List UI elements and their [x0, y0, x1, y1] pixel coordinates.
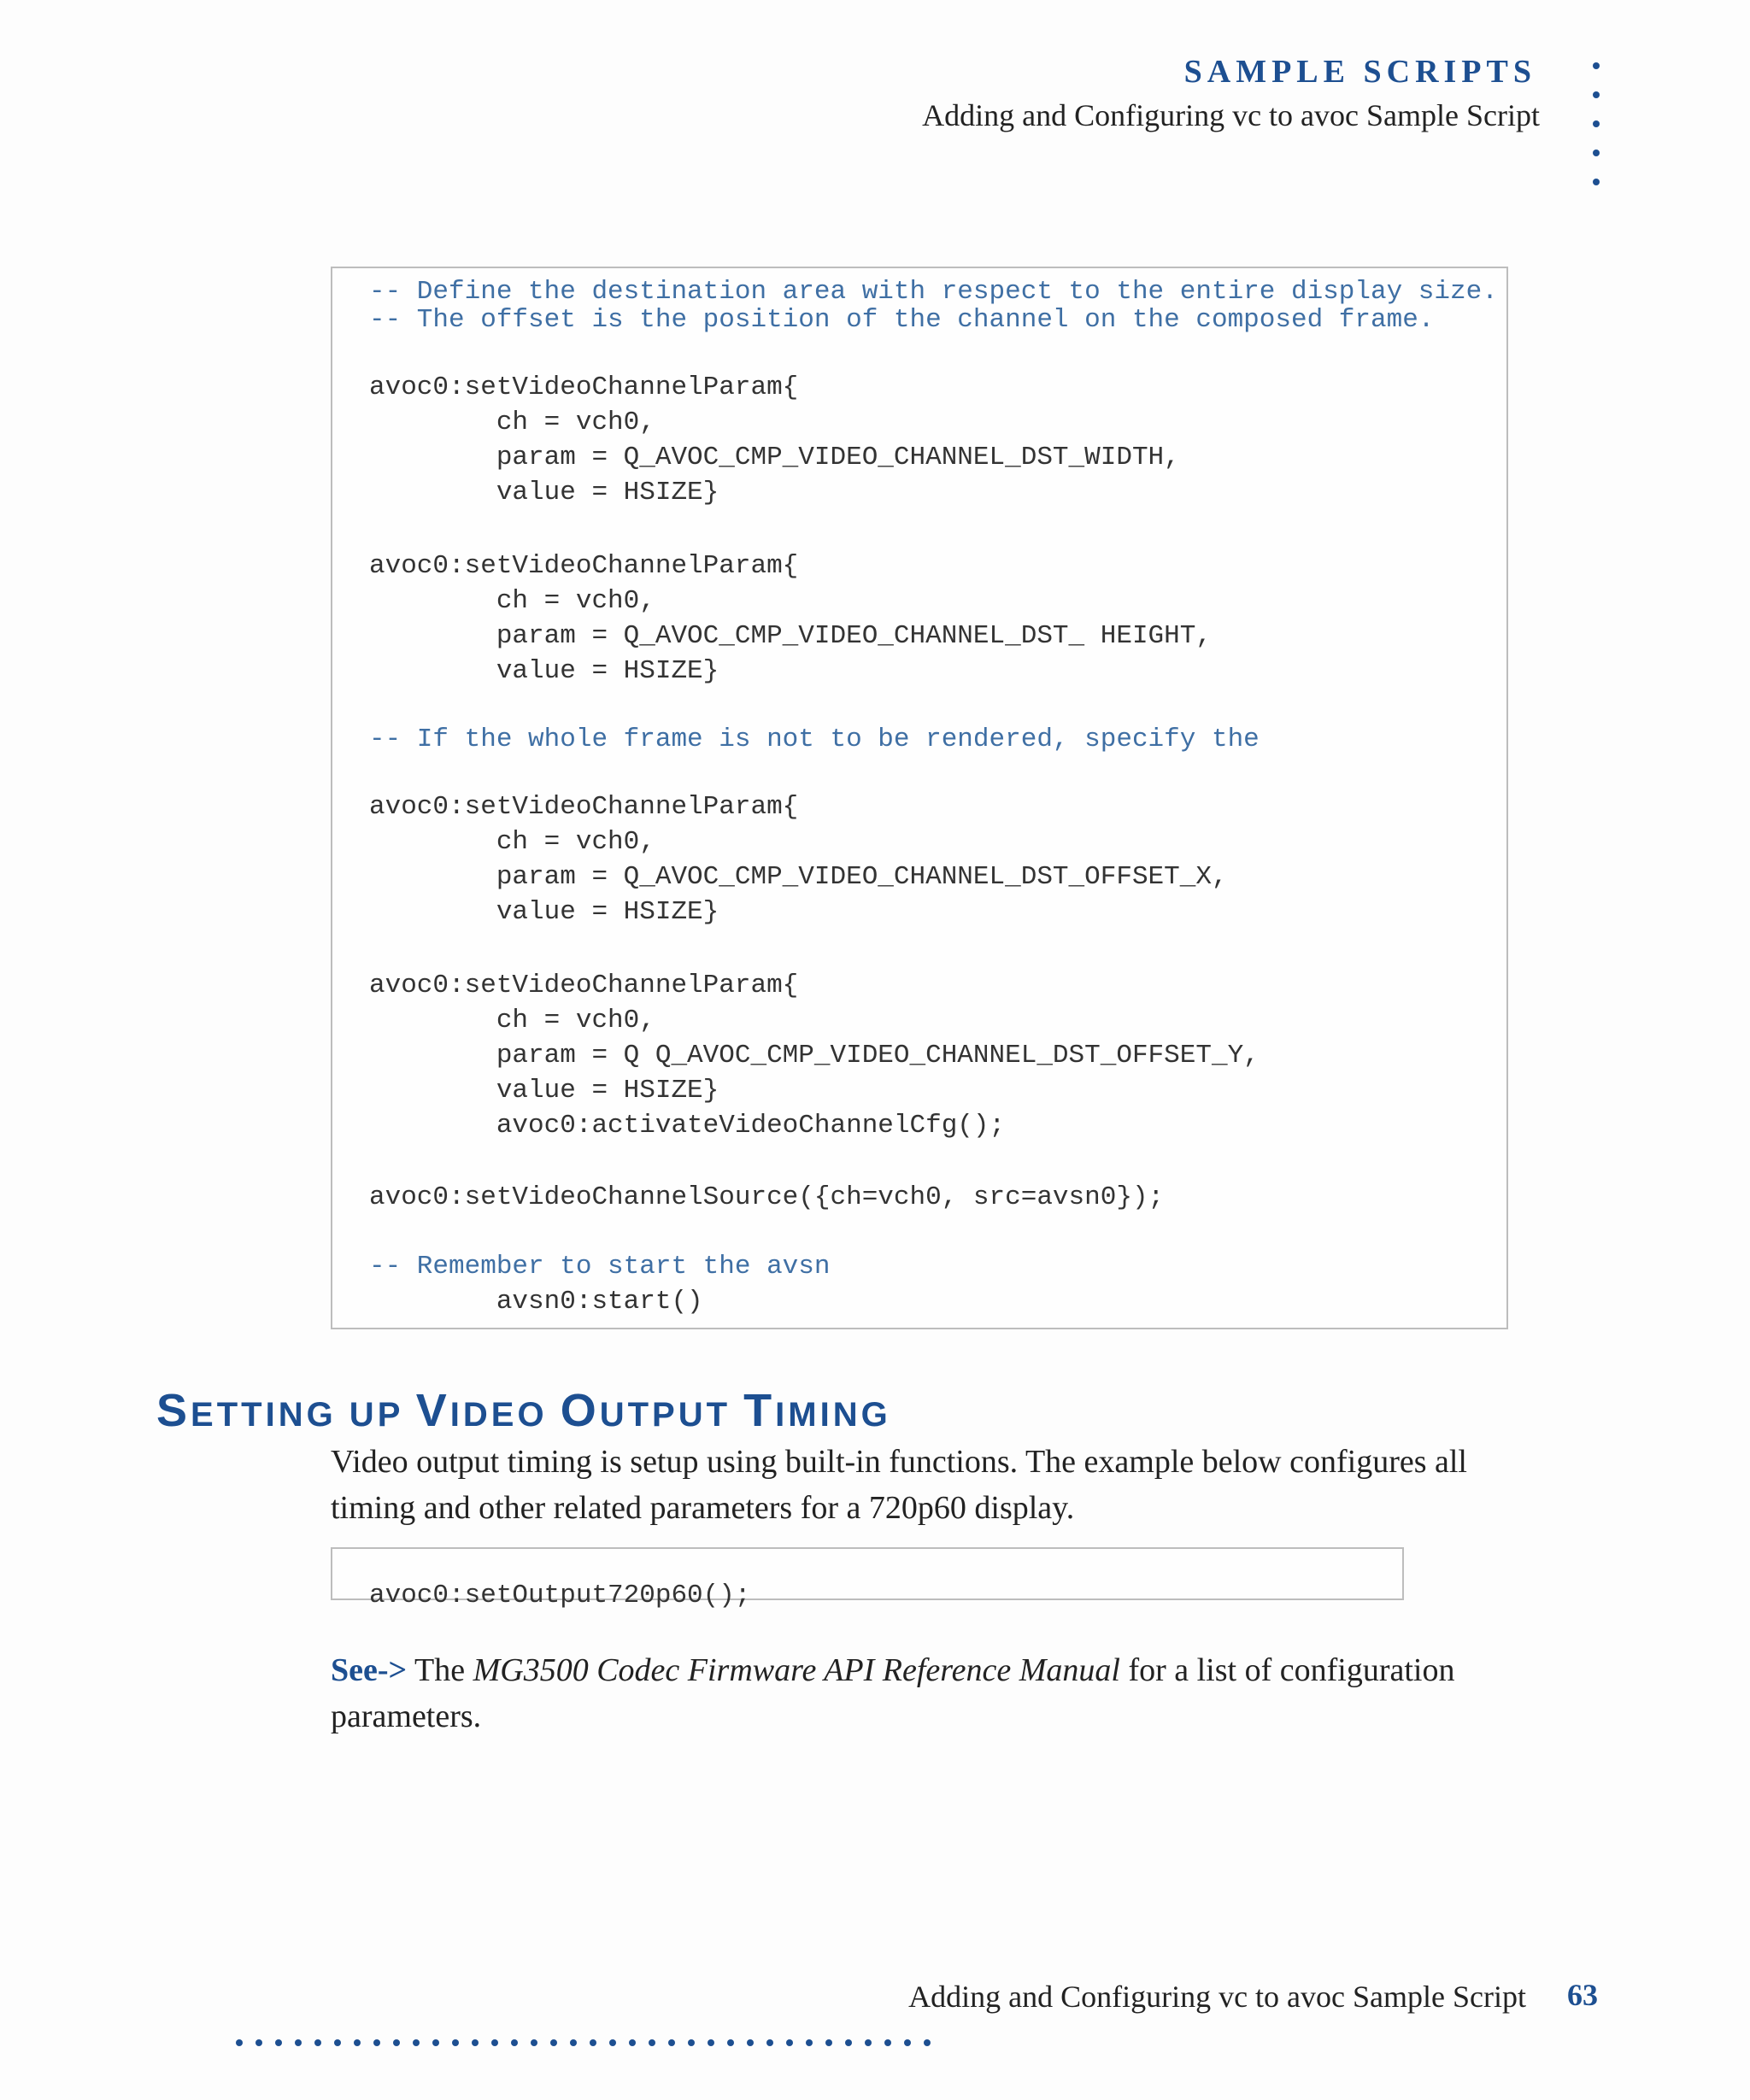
side-dot: [1593, 150, 1600, 156]
side-dot: [1593, 179, 1600, 185]
code-line: param = Q Q_AVOC_CMP_VIDEO_CHANNEL_DST_OFFSET_Y,: [369, 1041, 1260, 1071]
code-line: avoc0:setVideoChannelParam{: [369, 372, 799, 402]
bottom-dot: [708, 2039, 714, 2046]
bottom-dot: [570, 2039, 577, 2046]
bottom-dot: [432, 2039, 439, 2046]
code-line: value = HSIZE}: [369, 897, 719, 927]
bottom-dot: [511, 2039, 518, 2046]
code-line: avsn0:start(): [369, 1287, 703, 1317]
bottom-dot: [373, 2039, 380, 2046]
heading-cap: V: [415, 1385, 450, 1436]
bottom-dot: [452, 2039, 459, 2046]
see-text-after: for a list of configuration parameters.: [331, 1652, 1455, 1734]
heading-small: ETTING UP: [191, 1396, 416, 1434]
page-number: 63: [1567, 1978, 1598, 2012]
bottom-dot: [334, 2039, 341, 2046]
bottom-dot: [786, 2039, 793, 2046]
heading-cap: S: [156, 1385, 191, 1436]
code-line: param = Q_AVOC_CMP_VIDEO_CHANNEL_DST_WIDTH,: [369, 443, 1180, 472]
bottom-dot: [629, 2039, 636, 2046]
bottom-dot: [354, 2039, 361, 2046]
bottom-dot: [845, 2039, 852, 2046]
code-line: avoc0:setVideoChannelParam{: [369, 551, 799, 581]
code-line: -- Define the destination area with respect to the entire display size.: [369, 277, 1498, 307]
code-line: value = HSIZE}: [369, 478, 719, 507]
side-dot: [1593, 120, 1600, 127]
heading-small: IMING: [775, 1396, 891, 1434]
header-subtitle: Adding and Configuring vc to avoc Sample Script: [922, 98, 1540, 132]
code-line: avoc0:activateVideoChannelCfg();: [369, 1111, 1006, 1141]
bottom-dot: [649, 2039, 655, 2046]
bottom-dot: [531, 2039, 537, 2046]
bottom-dot: [668, 2039, 675, 2046]
bottom-dot: [924, 2039, 931, 2046]
bottom-dot: [825, 2039, 832, 2046]
bottom-dot: [727, 2039, 734, 2046]
heading-small: UTPUT: [599, 1396, 744, 1434]
code-line: ch = vch0,: [369, 408, 655, 437]
code-line: avoc0:setVideoChannelParam{: [369, 792, 799, 822]
heading-cap: T: [743, 1385, 776, 1436]
see-reference: [331, 1647, 1553, 1739]
see-text-before: The: [407, 1652, 473, 1688]
bottom-dot: [766, 2039, 773, 2046]
bottom-dot: [865, 2039, 872, 2046]
manual-title: MG3500 Codec Firmware API Reference Manual: [473, 1652, 1120, 1688]
bottom-dot: [590, 2039, 596, 2046]
header-section-title: SAMPLE SCRIPTS: [1183, 54, 1536, 90]
heading-cap: O: [560, 1385, 600, 1436]
code-line: ch = vch0,: [369, 586, 655, 616]
code-line: param = Q_AVOC_CMP_VIDEO_CHANNEL_DST_OFFSET_X,: [369, 862, 1228, 892]
bottom-dot: [747, 2039, 754, 2046]
bottom-dot: [314, 2039, 321, 2046]
side-dots: [1593, 62, 1603, 208]
bottom-dot: [472, 2039, 479, 2046]
see-label: See->: [331, 1652, 408, 1688]
side-dot: [1593, 91, 1600, 98]
bottom-dot: [255, 2039, 262, 2046]
bottom-dot: [688, 2039, 695, 2046]
section-paragraph: Video output timing is setup using built-in functions. The example below configures all timing and other related parameters for a 720p60 display.: [331, 1444, 1467, 1526]
side-dot: [1593, 62, 1600, 69]
heading-small: IDEO: [449, 1396, 561, 1434]
bottom-dot: [884, 2039, 891, 2046]
code-line: avoc0:setVideoChannelParam{: [369, 971, 799, 1000]
code-line: ch = vch0,: [369, 1006, 655, 1035]
code-line: -- The offset is the position of the channel on the composed frame.: [369, 305, 1435, 335]
footer-text: Adding and Configuring vc to avoc Sample Script: [908, 1980, 1526, 2014]
code-line: -- Remember to start the avsn: [369, 1252, 831, 1282]
bottom-dot: [609, 2039, 616, 2046]
bottom-dot: [393, 2039, 400, 2046]
code-line: -- If the whole frame is not to be rendered, specify the: [369, 724, 1260, 754]
code-line: avoc0:setVideoChannelSource({ch=vch0, src=avsn0});: [369, 1182, 1165, 1212]
output-code-text: avoc0:setOutput720p60();: [369, 1581, 751, 1610]
code-line: param = Q_AVOC_CMP_VIDEO_CHANNEL_DST_ HEIGHT,: [369, 621, 1212, 651]
bottom-dot: [491, 2039, 498, 2046]
code-line: value = HSIZE}: [369, 656, 719, 686]
bottom-dot: [275, 2039, 282, 2046]
bottom-dots: [236, 2039, 931, 2046]
code-line: ch = vch0,: [369, 827, 655, 857]
bottom-dot: [236, 2039, 243, 2046]
section-heading: [156, 1384, 891, 1437]
bottom-dot: [550, 2039, 557, 2046]
code-line: value = HSIZE}: [369, 1076, 719, 1106]
bottom-dot: [295, 2039, 302, 2046]
bottom-dot: [904, 2039, 911, 2046]
bottom-dot: [806, 2039, 813, 2046]
bottom-dot: [413, 2039, 420, 2046]
